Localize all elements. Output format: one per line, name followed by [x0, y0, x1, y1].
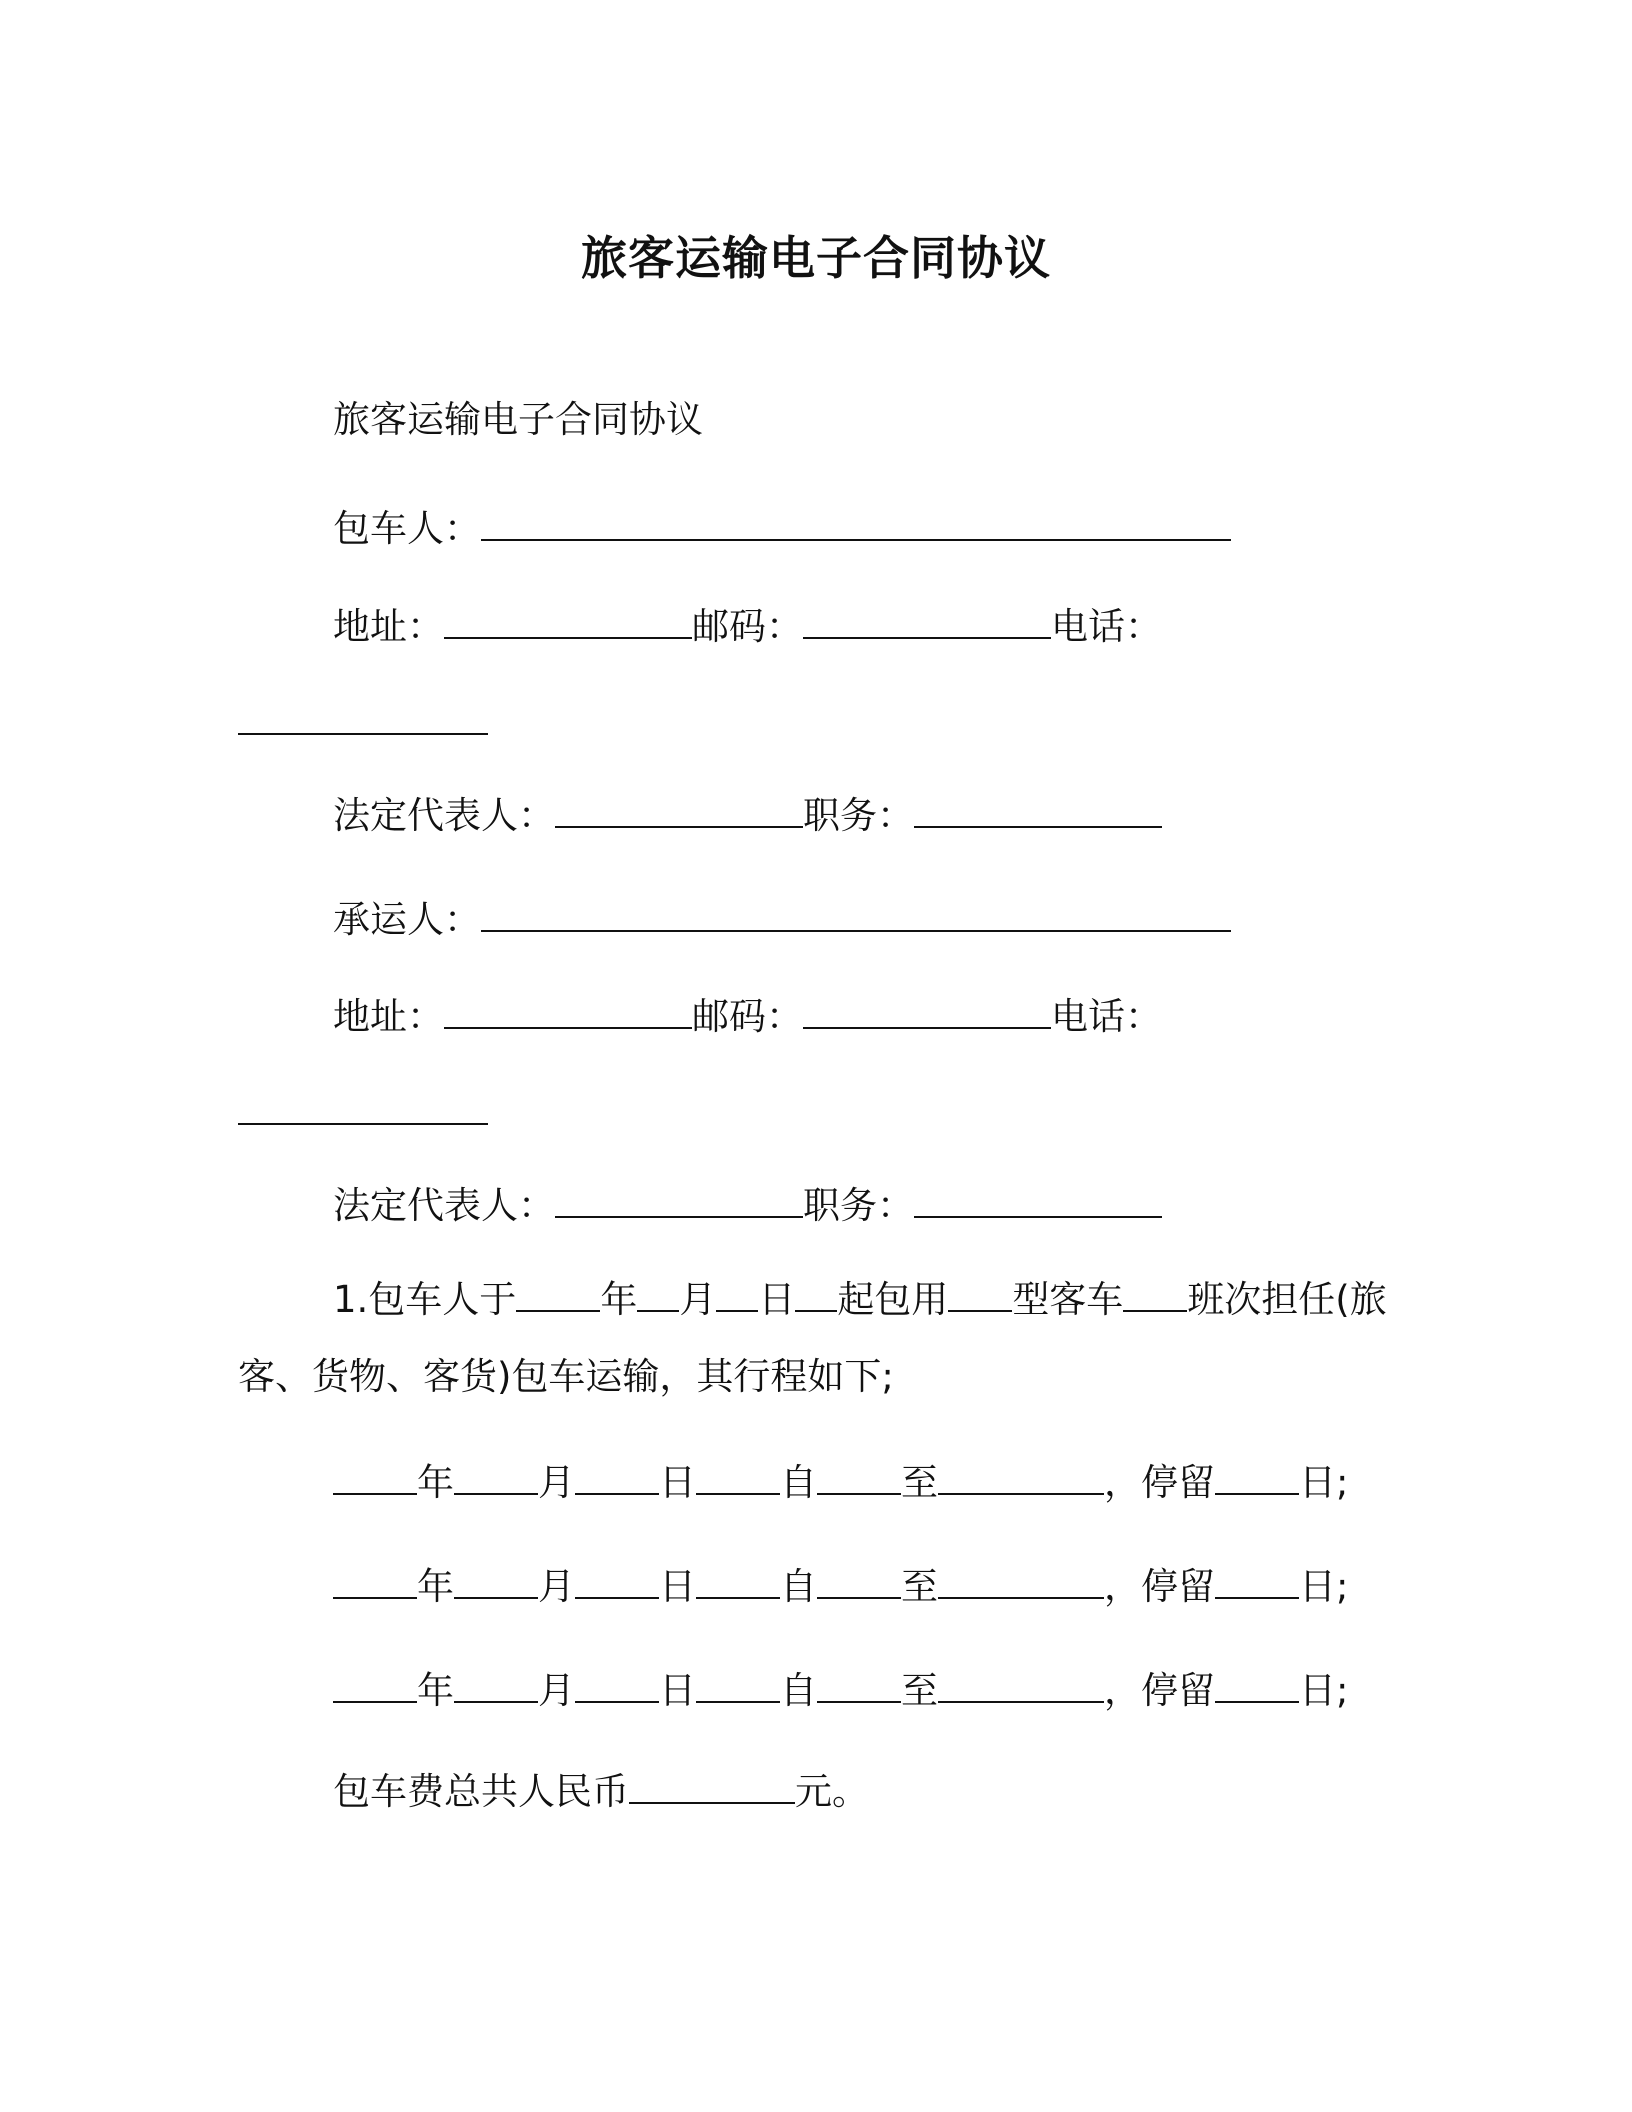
itinerary-from-blank[interactable]	[696, 1567, 780, 1599]
clause1-vehicle-type-label: 型客车	[1012, 1278, 1124, 1321]
charterer-blank[interactable]	[481, 509, 1231, 541]
carrier-legal-rep-label: 法定代表人：	[333, 1184, 555, 1227]
fee-line	[333, 1768, 869, 1816]
itinerary-year-label: 年	[417, 1669, 454, 1712]
fee-prefix: 包车费总共人民币	[333, 1770, 629, 1813]
carrier-line	[333, 896, 1231, 944]
itinerary-destination-blank[interactable]	[938, 1567, 1104, 1599]
charterer-position-label: 职务：	[803, 794, 914, 837]
carrier-address-blank[interactable]	[444, 997, 692, 1029]
charterer-line	[333, 505, 1231, 553]
clause1-day-label: 日	[758, 1278, 796, 1321]
carrier-postcode-blank[interactable]	[803, 997, 1051, 1029]
itinerary-stay-day-label: 日;	[1299, 1461, 1349, 1504]
clause1-month-label: 月	[679, 1278, 717, 1321]
charterer-address-blank[interactable]	[444, 607, 692, 639]
carrier-postcode-label: 邮码：	[692, 995, 803, 1038]
itinerary-month-label: 月	[538, 1669, 575, 1712]
charterer-postcode-label: 邮码：	[692, 605, 803, 648]
clause1-prefix: 1.包车人于	[333, 1278, 517, 1321]
clause1-start-blank[interactable]	[795, 1280, 837, 1312]
itinerary-destination-blank[interactable]	[938, 1463, 1104, 1495]
clause1-year-label: 年	[600, 1278, 638, 1321]
itinerary-day-blank[interactable]	[575, 1567, 659, 1599]
itinerary-stay-label: ，停留	[1104, 1565, 1215, 1608]
charterer-phone-label: 电话：	[1051, 605, 1162, 648]
clause1-trips-blank[interactable]	[1123, 1280, 1187, 1312]
itinerary-from-label: 自	[780, 1461, 817, 1504]
itinerary-day-blank[interactable]	[575, 1463, 659, 1495]
itinerary-month-label: 月	[538, 1565, 575, 1608]
itinerary-from-blank[interactable]	[696, 1671, 780, 1703]
itinerary-stay-blank[interactable]	[1215, 1671, 1299, 1703]
carrier-position-blank[interactable]	[914, 1186, 1162, 1218]
carrier-rep-line	[333, 1182, 1162, 1230]
itinerary-row	[333, 1667, 1348, 1715]
carrier-phone-blank[interactable]	[238, 1093, 488, 1125]
itinerary-row	[333, 1459, 1348, 1507]
itinerary-year-label: 年	[417, 1461, 454, 1504]
itinerary-to-label: 至	[901, 1461, 938, 1504]
charterer-rep-line	[333, 792, 1162, 840]
clause1-month-blank[interactable]	[637, 1280, 679, 1312]
itinerary-month-label: 月	[538, 1461, 575, 1504]
carrier-blank[interactable]	[481, 900, 1231, 932]
itinerary-stay-label: ，停留	[1104, 1461, 1215, 1504]
charterer-contact-line	[333, 603, 1162, 651]
itinerary-year-label: 年	[417, 1565, 454, 1608]
clause1-day-blank[interactable]	[716, 1280, 758, 1312]
itinerary-stay-blank[interactable]	[1215, 1463, 1299, 1495]
itinerary-year-blank[interactable]	[333, 1567, 417, 1599]
clause1-trips-label: 班次担任(旅	[1187, 1278, 1387, 1321]
document-title: 旅客运输电子合同协议	[581, 231, 1051, 285]
charterer-legal-rep-label: 法定代表人：	[333, 794, 555, 837]
clause1-line	[333, 1276, 1387, 1324]
itinerary-from-blank[interactable]	[696, 1463, 780, 1495]
carrier-address-label: 地址：	[333, 995, 444, 1038]
itinerary-stay-day-label: 日;	[1299, 1669, 1349, 1712]
itinerary-row	[333, 1563, 1348, 1611]
itinerary-from-label: 自	[780, 1565, 817, 1608]
carrier-legal-rep-blank[interactable]	[555, 1186, 803, 1218]
itinerary-stay-blank[interactable]	[1215, 1567, 1299, 1599]
carrier-phone-label: 电话：	[1051, 995, 1162, 1038]
clause1-continuation: 客、货物、客货)包车运输，其行程如下;	[238, 1355, 894, 1398]
charterer-legal-rep-blank[interactable]	[555, 796, 803, 828]
charterer-address-label: 地址：	[333, 605, 444, 648]
itinerary-to-label: 至	[901, 1565, 938, 1608]
charterer-postcode-blank[interactable]	[803, 607, 1051, 639]
clause1-vehicle-blank[interactable]	[948, 1280, 1012, 1312]
fee-suffix: 元。	[795, 1770, 869, 1813]
clause1-year-blank[interactable]	[516, 1280, 600, 1312]
carrier-position-label: 职务：	[803, 1184, 914, 1227]
itinerary-stay-label: ，停留	[1104, 1669, 1215, 1712]
itinerary-month-blank[interactable]	[454, 1671, 538, 1703]
itinerary-year-blank[interactable]	[333, 1463, 417, 1495]
itinerary-stay-day-label: 日;	[1299, 1565, 1349, 1608]
charterer-label: 包车人：	[333, 507, 481, 550]
carrier-phone-line	[238, 1089, 488, 1137]
itinerary-to-blank[interactable]	[817, 1671, 901, 1703]
itinerary-to-blank[interactable]	[817, 1567, 901, 1599]
clause1-start-use-label: 起包用	[837, 1278, 949, 1321]
charterer-phone-line	[238, 699, 488, 747]
itinerary-month-blank[interactable]	[454, 1567, 538, 1599]
itinerary-to-label: 至	[901, 1669, 938, 1712]
itinerary-destination-blank[interactable]	[938, 1671, 1104, 1703]
itinerary-to-blank[interactable]	[817, 1463, 901, 1495]
itinerary-day-label: 日	[659, 1669, 696, 1712]
charterer-position-blank[interactable]	[914, 796, 1162, 828]
itinerary-day-label: 日	[659, 1461, 696, 1504]
carrier-label: 承运人：	[333, 898, 481, 941]
itinerary-month-blank[interactable]	[454, 1463, 538, 1495]
itinerary-year-blank[interactable]	[333, 1671, 417, 1703]
charterer-phone-blank[interactable]	[238, 703, 488, 735]
itinerary-day-label: 日	[659, 1565, 696, 1608]
document-subtitle: 旅客运输电子合同协议	[333, 398, 703, 441]
fee-amount-blank[interactable]	[629, 1772, 795, 1804]
itinerary-day-blank[interactable]	[575, 1671, 659, 1703]
carrier-contact-line	[333, 993, 1162, 1041]
itinerary-from-label: 自	[780, 1669, 817, 1712]
